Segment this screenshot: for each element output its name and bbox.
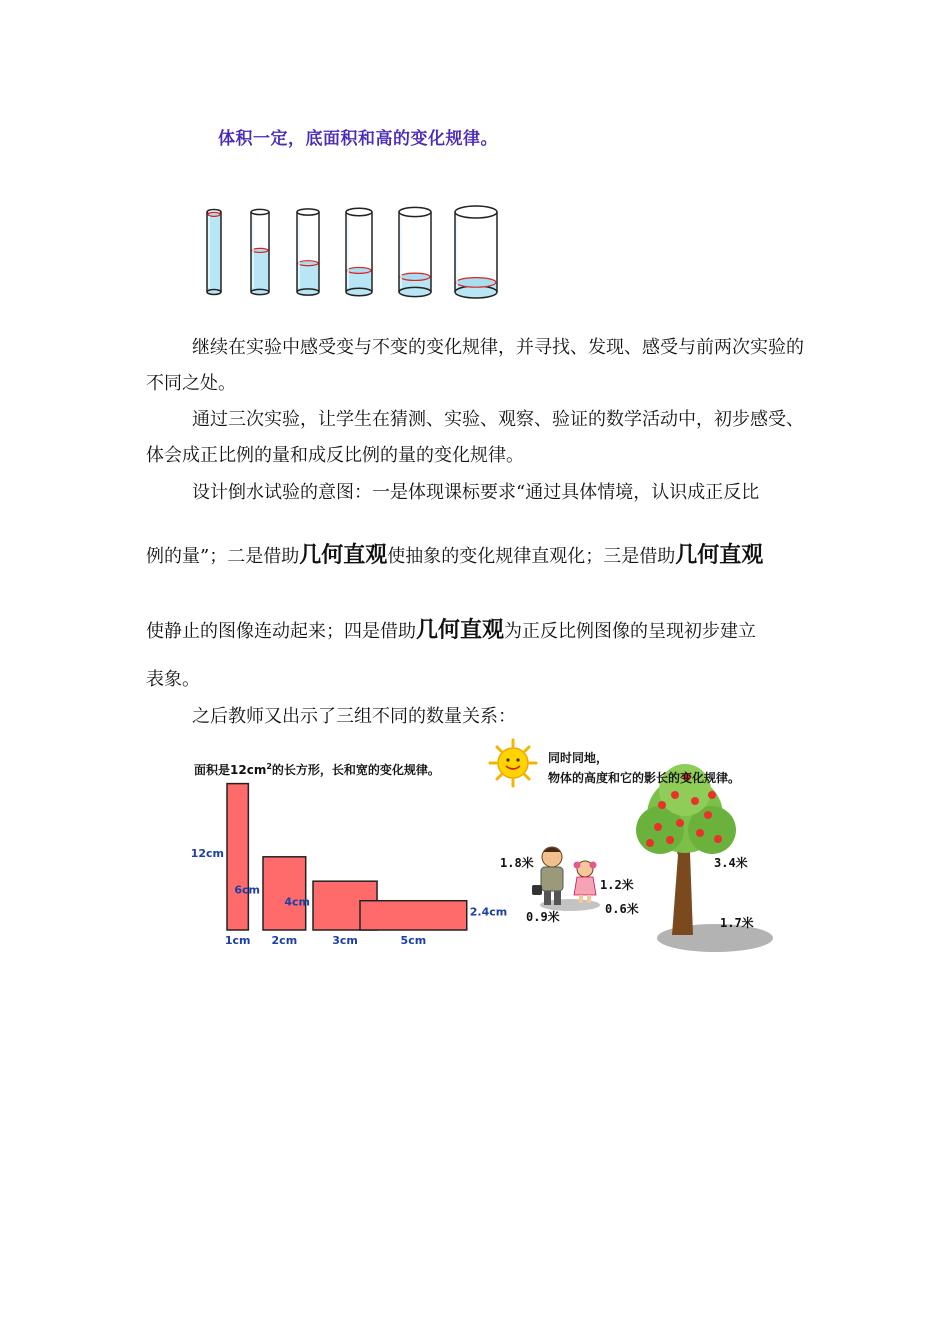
cylinder-3: [297, 209, 319, 295]
paragraph-3-line2: [146, 538, 810, 575]
rectangle-3-height-label: 4cm: [284, 895, 310, 909]
rectangle-2-height-label: 6cm: [234, 883, 260, 897]
rectangle-4-width-label: 5cm: [400, 934, 427, 947]
rectangle-4: [360, 901, 467, 930]
emphasis-geometric-intuition-3: 几何直观: [416, 618, 505, 643]
cylinder-water-level-4: [347, 267, 371, 273]
tree-icon: [636, 764, 736, 935]
paragraph-4: [146, 699, 810, 735]
paragraph-4-text: 之后教师又出示了三组不同的数量关系：: [192, 706, 516, 727]
rectangle-2-width-label: 2cm: [271, 934, 298, 947]
figure2-title-sup: 2: [266, 762, 272, 771]
paragraph-3-text-c: 使抽象的变化规律直观化；三是借助: [387, 546, 676, 567]
rectangle-1-height-label: 12cm: [190, 846, 224, 860]
figure3-title-line2: 物体的高度和它的影长的变化规律。: [548, 771, 741, 785]
paragraph-3-text-b: 例的量”；二是借助: [146, 546, 300, 567]
cylinders-illustration: [195, 200, 515, 305]
figure2-title-a: 面积是12cm: [194, 763, 267, 777]
adult-figure: [532, 847, 563, 905]
emphasis-geometric-intuition-1: 几何直观: [299, 543, 388, 568]
cylinder-1: [207, 210, 221, 295]
paragraph-3-text-e: 为正反比例图像的呈现初步建立: [504, 621, 757, 642]
cylinder-water-level-6: [456, 278, 496, 288]
cylinder-water-level-1: [208, 212, 220, 216]
rectangles-illustration: [190, 770, 508, 955]
figure1-title: 体积一定，底面积和高的变化规律。: [218, 129, 498, 149]
child-height-label: 1.2米: [600, 878, 634, 892]
paragraph-1: [146, 330, 810, 402]
paragraph-3-line4: [146, 662, 810, 698]
adult-height-label: 1.8米: [500, 856, 534, 870]
cylinder-water-level-3: [298, 261, 318, 266]
paragraph-3-line1: 设计倒水试验的意图：一是体现课标要求“通过具体情境，认识成正反比: [192, 482, 760, 503]
cylinder-water-level-2: [252, 248, 268, 252]
tree-height-label: 3.4米: [714, 856, 748, 870]
paragraph-3-line3: [146, 613, 810, 650]
figure2-title-b: 的长方形，长和宽的变化规律。: [271, 763, 440, 777]
tree-shadow-label: 1.7米: [720, 916, 754, 930]
emphasis-geometric-intuition-2: 几何直观: [675, 543, 764, 568]
child-shadow-label: 0.6米: [605, 902, 639, 916]
cylinder-2: [251, 209, 269, 294]
paragraph-3-text-d: 使静止的图像连动起来；四是借助: [146, 621, 416, 642]
cylinder-6: [455, 206, 497, 298]
cylinder-4: [346, 208, 372, 295]
child-figure: [574, 861, 597, 903]
figure3-title: [548, 748, 740, 788]
paragraph-3: [146, 475, 810, 511]
rectangle-1-width-label: 1cm: [224, 934, 251, 947]
paragraph-1-text: 继续在实验中感受变与不变的变化规律，并寻找、发现、感受与前两次实验的不同之处。: [146, 337, 804, 394]
rectangle-4-height-label: 2.4cm: [469, 905, 508, 919]
paragraph-3-text-f: 表象。: [146, 669, 200, 690]
adult-shadow-label: 0.9米: [526, 910, 560, 924]
rectangle-1: [227, 784, 248, 930]
paragraph-2: [146, 402, 810, 474]
figure3-title-line1: 同时同地，: [548, 751, 609, 765]
cylinder-5: [399, 207, 431, 296]
paragraph-2-text: 通过三次实验，让学生在猜测、实验、观察、验证的数学活动中，初步感受、体会成正比例的量和成反比例的量的变化规律。: [146, 409, 804, 466]
rectangle-3-width-label: 3cm: [332, 934, 358, 947]
rectangle-2: [263, 857, 306, 930]
sun-icon: [490, 740, 536, 786]
cylinder-water-level-5: [400, 273, 430, 280]
